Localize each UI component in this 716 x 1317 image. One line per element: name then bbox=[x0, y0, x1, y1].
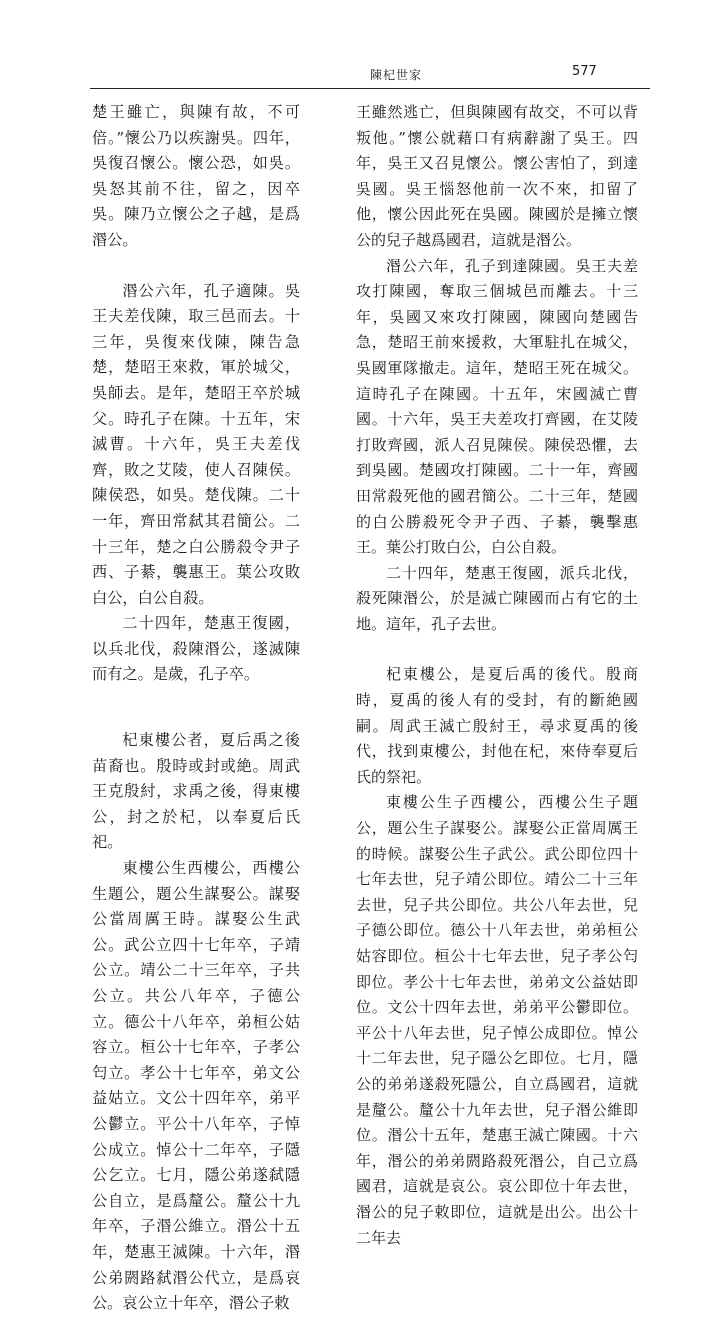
classical-paragraph: 二十四年，楚惠王復國，以兵北伐，殺陳湣公，遂滅陳而有之。是歲，孔子卒。 bbox=[92, 614, 300, 684]
spacer bbox=[92, 254, 300, 279]
classical-paragraph: 東樓公生西樓公，西樓公生題公，題公生謀娶公。謀娶公當周厲王時。謀娶公生武公。武公立四十七年卒，子靖公立。靖公二十三年卒，子共公立。共公八年卒，子德公立。德公十八年卒，弟桓公姑容立。桓公十七年卒，子孝公匄立。孝公十七年卒，弟文公益姑立。文公十四年卒，弟平公鬱立。平公十八年卒，子悼公成立。悼公十二年卒，子隱公乞立。七月，隱公弟遂弑隱公自立，是爲釐公。釐公十九年卒，子湣公維立。湣公十五年，楚惠王滅陳。十六年，湣公弟閼路弑湣公代立，是爲哀公。哀公立十年卒，湣公子敕 bbox=[92, 859, 300, 1313]
spacer bbox=[356, 637, 638, 662]
modern-translation-column bbox=[356, 100, 638, 1251]
classical-paragraph: 湣公六年，孔子適陳。吳王夫差伐陳，取三邑而去。十三年，吳復來伐陳，陳告急楚，楚昭王來救，軍於城父，吳師去。是年，楚昭王卒於城父。時孔子在陳。十五年，宋滅曹。十六年，吳王夫差伐齊，敗之艾陵，使人召陳侯。陳侯恐，如吳。楚伐陳。二十一年，齊田常弑其君簡公。二十三年，楚之白公勝殺令尹子西、子綦，襲惠王。葉公攻敗白公，白公自殺。 bbox=[92, 281, 300, 607]
translation-paragraph: 二十四年，楚惠王復國，派兵北伐，殺死陳湣公，於是滅亡陳國而占有它的土地。這年，孔子去世。 bbox=[356, 563, 638, 633]
running-title: 陳杞世家 bbox=[370, 68, 423, 82]
spacer bbox=[92, 688, 300, 728]
translation-paragraph: 東樓公生子西樓公，西樓公生子題公，題公生子謀娶公。謀娶公正當周厲王的時候。謀娶公生子武公。武公即位四十七年去世，兒子靖公即位。靖公二十三年去世，兒子共公即位。共公八年去世，兒子德公即位。德公十八年去世，弟弟桓公姑容即位。桓公十七年去世，兒子孝公匄即位。孝公十七年去世，弟弟文公益姑即位。文公十四年去世，弟弟平公鬱即位。平公十八年去世，兒子悼公成即位。悼公十二年去世，兒子隱公乞即位。七月，隱公的弟弟遂殺死隱公，自立爲國君，這就是釐公。釐公十九年去世，兒子湣公維即位。湣公十五年，楚惠王滅亡陳國。十六年，湣公的弟弟閼路殺死湣公，自己立爲國君，這就是哀公。哀公即位十年去世，湣公的兒子敕即位，這就是出公。出公十二年去 bbox=[356, 793, 638, 1247]
classical-text-column bbox=[92, 100, 300, 1317]
header-rule bbox=[90, 88, 650, 89]
classical-paragraph: 杞東樓公者，夏后禹之後苗裔也。殷時或封或絶。周武王克殷紂，求禹之後，得東樓公，封之於杞，以奉夏后氏祀。 bbox=[92, 731, 300, 852]
translation-paragraph: 杞東樓公，是夏后禹的後代。殷商時，夏禹的後人有的受封，有的斷絶國嗣。周武王滅亡殷紂王，尋求夏禹的後代，找到東樓公，封他在杞，來侍奉夏后氏的祭祀。 bbox=[356, 665, 638, 786]
translation-paragraph: 湣公六年，孔子到達陳國。吳王夫差攻打陳國，奪取三個城邑而離去。十三年，吳國又來攻打陳國，陳國向楚國告急，楚昭王前來援救，大軍駐扎在城父，吳國軍隊撤走。這年，楚昭王死在城父。這時孔子在陳國。十五年，宋國滅亡曹國。十六年，吳王夫差攻打齊國，在艾陵打敗齊國，派人召見陳侯。陳侯恐懼，去到吳國。楚國攻打陳國。二十一年，齊國田常殺死他的國君簡公。二十三年，楚國的白公勝殺死令尹子西、子綦，襲擊惠王。葉公打敗白公，白公自殺。 bbox=[356, 256, 638, 557]
page-header bbox=[90, 66, 650, 88]
classical-paragraph: 楚王雖亡，與陳有故，不可倍。”懷公乃以疾謝吳。四年，吳復召懷公。懷公恐，如吳。吳怒其前不往，留之，因卒吳。陳乃立懷公之子越，是爲湣公。 bbox=[92, 103, 300, 249]
page-number: 577 bbox=[572, 64, 597, 79]
translation-paragraph: 王雖然逃亡，但與陳國有故交，不可以背叛他。”懷公就藉口有病辭謝了吳王。四年，吳王又召見懷公。懷公害怕了，到達吳國。吳王惱怒他前一次不來，扣留了他，懷公因此死在吳國。陳國於是擁立懷公的兒子越爲國君，這就是湣公。 bbox=[356, 103, 638, 249]
